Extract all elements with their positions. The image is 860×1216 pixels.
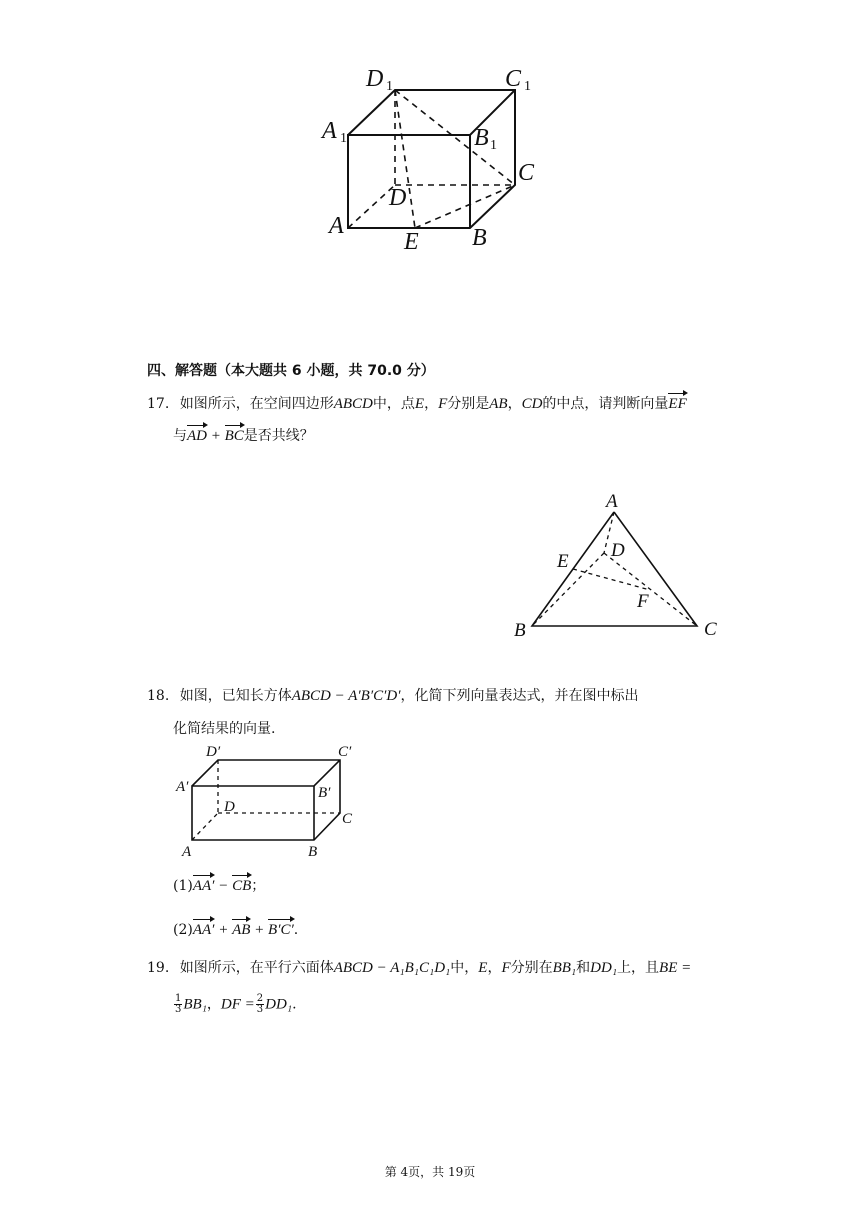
label-dp: D′ [206,744,221,760]
q18-item1-prefix: (1) [173,878,193,894]
label-d: D [224,799,235,815]
q17-text-2: 中，点 [372,396,415,412]
q17-math-e: E [414,396,425,412]
q18-item-2 [173,920,298,940]
q18-item2-op1: + [214,922,233,938]
label-a: A [606,491,618,512]
q19-math-bb1: BB₁ [552,960,577,976]
label-bp: B′ [318,785,331,801]
label-ap: A′ [176,779,189,795]
q18-item2-op2: + [250,922,269,938]
q19-math-prism: ABCD − A₁B₁C₁D₁ [333,960,451,976]
label-a1-sub: 1 [340,131,347,146]
label-d: D [389,185,407,211]
q18-item2-prefix: (2) [173,922,193,938]
label-e: E [557,551,569,572]
q18-math-prism: ABCD − A′B′C′D′ [291,688,401,704]
q18-item1-end: ； [251,878,266,894]
label-c1: C [505,66,522,92]
q19-frac1-denominator: 3 [175,1004,182,1015]
q19-number: 19. [147,960,170,976]
q19-math-f: F [501,960,511,976]
q19-fraction-2 [256,994,264,1015]
q17-text-5: ， [507,396,522,412]
q17-vector-ef: EF [668,396,687,412]
q17-text-1: 如图所示，在空间四边形 [179,396,334,412]
label-c: C [518,160,535,186]
q17-vector-ad: AD [187,428,207,444]
label-b1-sub: 1 [490,138,497,153]
q17-math-abcd: ABCD [333,396,373,412]
q19-text-7: ， [206,996,221,1013]
label-b1: B [474,125,489,151]
q19-frac2-numerator: 2 [256,993,264,1004]
q18-item-1 [173,876,265,896]
q19-text-4: 分别在 [510,960,553,976]
label-d1: D [366,66,384,92]
section-title: 四、解答题（本大题共 6 小题，共 70.0 分） [147,363,435,379]
q17-math-f: F [438,396,448,412]
q17-plus: + [207,428,225,444]
label-cp: C′ [338,744,352,760]
q18-text-2: ，化简下列向量表达式，并在图中标出 [400,688,639,704]
q18-text-3: 化简结果的向量. [173,721,276,737]
q19-math-dd1: DD₁ [590,960,618,976]
q17-text-7: 与 [173,428,187,444]
q19-frac1-numerator: 1 [175,993,182,1004]
q17-text-4: 分别是 [447,396,490,412]
q18-item2-vector-bpcp: B′C′ [268,922,294,938]
q18-item2-vector-aap: AA′ [192,922,215,938]
q17-text-8: 是否共线？ [243,428,314,444]
label-c1-sub: 1 [524,79,531,94]
q18-item2-end: . [293,922,299,938]
page-footer: 第 4页，共 19页 [384,1165,476,1179]
label-c: C [342,811,353,827]
label-b: B [472,225,487,251]
q19-fraction-1 [174,994,182,1015]
q19-text-5: 和 [576,960,591,976]
label-e: E [404,229,419,255]
q17-vector-bc: BC [224,428,244,444]
q17-math-ab: AB [489,396,508,412]
q19-text-1: 如图所示，在平行六面体 [179,960,334,976]
q19-text-6: 上，且 [617,960,660,976]
label-c: C [704,619,717,640]
q19-frac2-denominator: 3 [256,1004,264,1015]
q17-number: 17. [147,396,170,412]
q18-item1-op: − [214,878,233,894]
label-b: B [514,620,526,641]
label-d: D [611,540,625,561]
q19-text-2: 中， [450,960,479,976]
q18-item2-vector-ab: AB [232,922,251,938]
q18-item1-vector-aap: AA′ [192,878,215,894]
q19-math-bb1-2: BB₁ [183,996,207,1013]
label-b: B [308,844,318,860]
label-f: F [637,591,649,612]
q19-text-3: ， [487,960,502,976]
q19-math-dd1-2: DD₁ [265,996,293,1013]
q17-text-6: 的中点，请判断向量 [542,396,669,412]
q19-math-be: BE = [659,960,692,976]
q18-text-1: 如图，已知长方体 [179,688,292,704]
question-19-line2 [173,994,297,1015]
label-a: A [182,844,192,860]
label-a1: A [322,118,337,144]
q18-number: 18. [147,688,170,704]
q19-text-8: . [292,996,297,1013]
q18-item1-vector-cb: CB [232,878,252,894]
label-d1-sub: 1 [386,79,393,94]
q17-math-cd: CD [521,396,543,412]
label-a: A [329,213,344,239]
q19-math-e: E [478,960,488,976]
question-19 [147,958,737,978]
q19-math-df: DF = [220,996,255,1013]
q17-text-3: ， [424,396,439,412]
edge-ad [192,813,218,840]
